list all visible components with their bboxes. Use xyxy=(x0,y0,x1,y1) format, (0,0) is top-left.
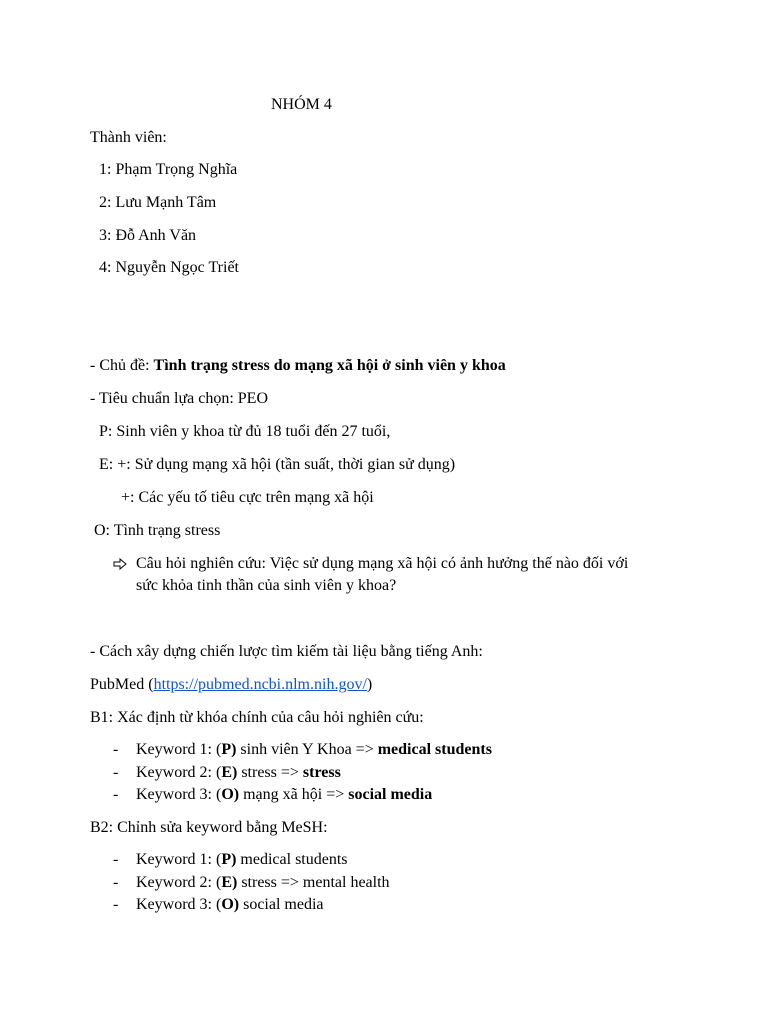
keyword-text xyxy=(136,850,348,870)
keyword-original: mạng xã hội => xyxy=(239,786,349,803)
keyword-text xyxy=(136,785,432,805)
pubmed-line xyxy=(90,675,372,695)
list-item xyxy=(0,763,768,783)
b2-heading: B2: Chỉnh sửa keyword bằng MeSH: xyxy=(90,819,328,836)
member-item: 3: Đỗ Anh Văn xyxy=(99,227,197,244)
keyword-label: Keyword 3: ( xyxy=(136,896,222,913)
pubmed-suffix: ) xyxy=(366,676,373,693)
hollow-arrow-icon xyxy=(113,558,127,570)
research-question-line2: sức khỏa tinh thần của sinh viên y khoa? xyxy=(136,577,397,594)
keyword-label: Keyword 2: ( xyxy=(136,874,222,891)
list-bullet: - xyxy=(113,764,119,781)
topic-prefix: - Chủ đề: xyxy=(90,357,154,374)
criteria-p: P: Sinh viên y khoa từ đủ 18 tuổi đến 27 tuổi, xyxy=(99,423,391,440)
keyword-result: medical students xyxy=(377,741,492,758)
keyword-label: Keyword 3: ( xyxy=(136,786,222,803)
keyword-code: E) xyxy=(221,874,238,891)
research-question-arrow xyxy=(113,554,127,574)
criteria-o: O: Tình trạng stress xyxy=(94,522,221,539)
keyword-code: P) xyxy=(221,851,237,868)
keyword-label: Keyword 1: ( xyxy=(136,851,222,868)
keyword-text xyxy=(136,873,390,893)
keyword-original: sinh viên Y Khoa => xyxy=(236,741,378,758)
member-item: 4: Nguyễn Ngọc Triết xyxy=(99,259,239,276)
keyword-code: E) xyxy=(221,764,238,781)
member-item: 2: Lưu Mạnh Tâm xyxy=(99,194,217,211)
keyword-label: Keyword 2: ( xyxy=(136,764,222,781)
list-item xyxy=(0,873,768,893)
topic-line xyxy=(90,356,506,376)
list-item xyxy=(0,785,768,805)
research-question-line1: Câu hỏi nghiên cứu: Việc sử dụng mạng xã hội có ảnh hưởng thế nào đối với xyxy=(136,555,629,572)
pubmed-link[interactable]: https://pubmed.ncbi.nlm.nih.gov/ xyxy=(153,676,367,693)
keyword-mesh: medical students xyxy=(236,851,348,868)
keyword-result: social media xyxy=(348,786,433,803)
list-bullet: - xyxy=(113,874,119,891)
topic-text: Tình trạng stress do mạng xã hội ở sinh viên y khoa xyxy=(153,357,506,374)
keyword-mesh: social media xyxy=(239,896,324,913)
keyword-mesh: stress => mental health xyxy=(237,874,390,891)
criteria-e2: +: Các yếu tố tiêu cực trên mạng xã hội xyxy=(121,489,374,506)
pubmed-prefix: PubMed ( xyxy=(90,676,154,693)
keyword-text xyxy=(136,763,341,783)
keyword-label: Keyword 1: ( xyxy=(136,741,222,758)
keyword-text xyxy=(136,895,324,915)
criteria-e1: E: +: Sử dụng mạng xã hội (tần suất, thời gian sử dụng) xyxy=(99,456,456,473)
list-item xyxy=(0,895,768,915)
list-bullet: - xyxy=(113,741,119,758)
strategy-heading: - Cách xây dựng chiến lược tìm kiếm tài liệu bằng tiếng Anh: xyxy=(90,643,483,660)
keyword-code: P) xyxy=(221,741,237,758)
list-item xyxy=(0,740,768,760)
member-item: 1: Phạm Trọng Nghĩa xyxy=(99,161,238,178)
keyword-original: stress => xyxy=(237,764,303,781)
list-item xyxy=(0,850,768,870)
criteria-heading: - Tiêu chuẩn lựa chọn: PEO xyxy=(90,390,268,407)
list-bullet: - xyxy=(113,896,119,913)
list-bullet: - xyxy=(113,786,119,803)
page-title: NHÓM 4 xyxy=(271,96,332,113)
keyword-text xyxy=(136,740,492,760)
keyword-result: stress xyxy=(302,764,341,781)
members-heading: Thành viên: xyxy=(90,129,167,146)
b1-heading: B1: Xác định từ khóa chính của câu hỏi nghiên cứu: xyxy=(90,709,424,726)
list-bullet: - xyxy=(113,851,119,868)
keyword-code: O) xyxy=(221,896,240,913)
keyword-code: O) xyxy=(221,786,240,803)
